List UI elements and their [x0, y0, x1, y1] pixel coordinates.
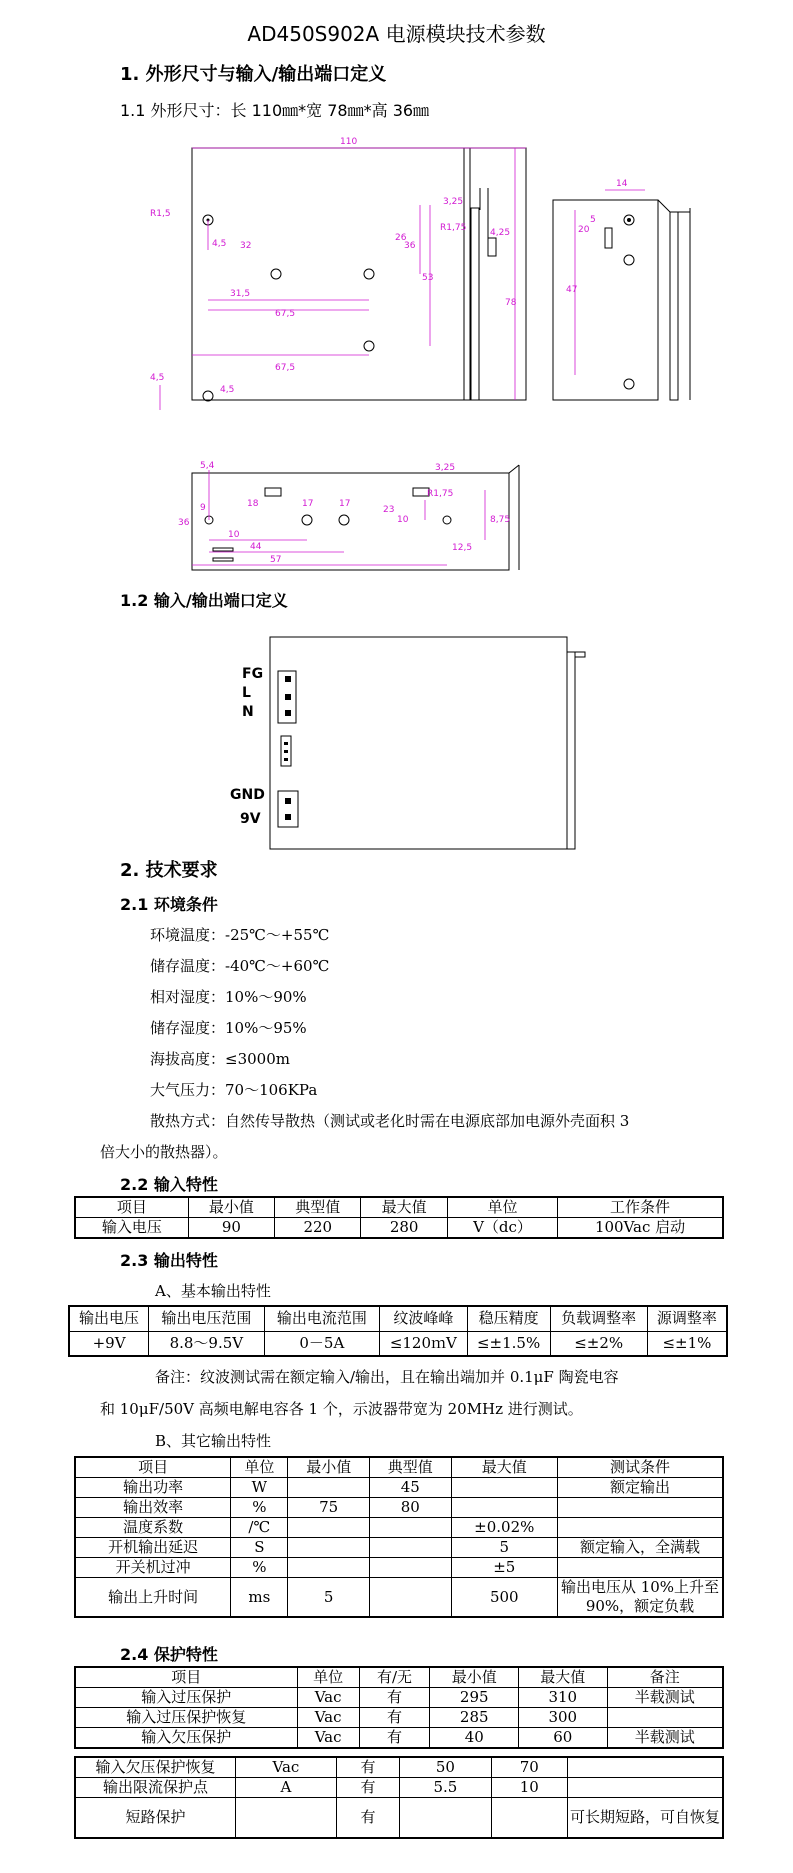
port-label-gnd: GND — [230, 787, 265, 803]
table-cell — [451, 1498, 557, 1518]
table-cell — [400, 1798, 491, 1838]
dim-b10: 10 — [228, 530, 240, 540]
env-line: 相对湿度：10%～90% — [150, 988, 307, 1006]
table-cell: 输入电压 — [75, 1218, 188, 1239]
env-line: 海拔高度：≤3000m — [150, 1050, 290, 1068]
port-label-l: L — [242, 685, 251, 701]
table-header-cell: 有/无 — [359, 1667, 430, 1688]
section-2-3-heading: 2.3 输出特性 — [120, 1251, 218, 1270]
table-header-cell: 最小值 — [288, 1457, 370, 1478]
section-2-heading: 2. 技术要求 — [120, 860, 218, 881]
dim-b9: 9 — [200, 503, 206, 513]
table-cell: 额定输出 — [558, 1478, 724, 1498]
table-row — [75, 1518, 723, 1538]
protection-table-2 — [74, 1756, 724, 1839]
table-cell — [288, 1558, 370, 1578]
table-cell — [568, 1757, 724, 1778]
table-header-cell: 最大值 — [519, 1667, 608, 1688]
dim-b325: 3,25 — [435, 463, 456, 473]
table-cell — [558, 1518, 724, 1538]
outline-drawing — [0, 0, 793, 900]
table-row — [75, 1457, 723, 1478]
table-header-cell: 典型值 — [369, 1457, 451, 1478]
table-cell: Vac — [297, 1728, 359, 1749]
dim-r175: R1,75 — [440, 223, 467, 233]
other-output-table — [74, 1456, 724, 1618]
table-cell: S — [231, 1538, 288, 1558]
dim-b36: 36 — [178, 518, 190, 528]
table-cell: 8.8～9.5V — [149, 1331, 264, 1356]
table-cell: ±5 — [451, 1558, 557, 1578]
table-cell: 310 — [519, 1688, 608, 1708]
table-cell: 285 — [430, 1708, 519, 1728]
dim-53: 53 — [422, 273, 434, 283]
table-cell — [568, 1778, 724, 1798]
table-row — [69, 1331, 727, 1356]
table-cell: Vac — [236, 1757, 337, 1778]
dim-26: 26 — [395, 233, 407, 243]
table-cell: A — [236, 1778, 337, 1798]
table-cell: 有 — [336, 1798, 399, 1838]
dim-425: 4,25 — [490, 228, 511, 238]
dim-b875: 8,75 — [490, 515, 511, 525]
table-cell: 可长期短路，可自恢复 — [568, 1798, 724, 1838]
dim-b23: 23 — [383, 505, 395, 515]
dim-47: 47 — [566, 285, 578, 295]
table-cell: 有 — [336, 1778, 399, 1798]
table-cell — [451, 1478, 557, 1498]
port-view-outline — [270, 637, 567, 849]
dim-675a: 67,5 — [275, 309, 296, 319]
protection-table-1 — [74, 1666, 724, 1749]
table-header-cell: 输出电压范围 — [149, 1306, 264, 1331]
port-label-fg: FG — [242, 666, 264, 682]
table-cell: 70 — [491, 1757, 567, 1778]
table-header-cell: 项目 — [75, 1197, 188, 1218]
dim-b125: 12,5 — [452, 543, 473, 553]
table-cell: 温度系数 — [75, 1518, 231, 1538]
table-cell: 有 — [359, 1728, 430, 1749]
table-cell: 90 — [188, 1218, 274, 1239]
table-cell — [558, 1498, 724, 1518]
table-row — [75, 1757, 723, 1778]
table-row — [75, 1498, 723, 1518]
table-cell — [558, 1558, 724, 1578]
table-row — [75, 1538, 723, 1558]
table-header-cell: 项目 — [75, 1667, 297, 1688]
table-cell: ms — [231, 1578, 288, 1618]
table-row — [75, 1478, 723, 1498]
table-cell: ≤±2% — [550, 1331, 647, 1356]
table-row — [75, 1708, 723, 1728]
table-cell: % — [231, 1498, 288, 1518]
table-header-cell: 纹波峰峰 — [380, 1306, 468, 1331]
page-title: AD450S902A 电源模块技术参数 — [247, 22, 546, 46]
dim-r15: R1,5 — [150, 209, 171, 219]
table-row — [75, 1218, 723, 1239]
env-line-cont: 倍大小的散热器）。 — [100, 1143, 228, 1161]
table-cell: 500 — [451, 1578, 557, 1618]
table-header-cell: 最小值 — [430, 1667, 519, 1688]
dim-b57: 57 — [270, 555, 282, 565]
dim-5: 5 — [590, 215, 596, 225]
table-header-cell: 项目 — [75, 1457, 231, 1478]
table-cell: 半载测试 — [607, 1688, 723, 1708]
table-cell: /℃ — [231, 1518, 288, 1538]
table-row — [75, 1688, 723, 1708]
dim-b18: 18 — [247, 499, 259, 509]
env-line: 环境温度：-25℃～+55℃ — [150, 926, 330, 944]
section-2-1-heading: 2.1 环境条件 — [120, 895, 218, 914]
table-row — [75, 1197, 723, 1218]
table-cell: 开关机过冲 — [75, 1558, 231, 1578]
table-cell: 300 — [519, 1708, 608, 1728]
table-cell: 80 — [369, 1498, 451, 1518]
table-header-cell: 最大值 — [451, 1457, 557, 1478]
dim-32: 32 — [240, 241, 252, 251]
table-cell: 45 — [369, 1478, 451, 1498]
env-line: 大气压力：70～106KPa — [150, 1081, 318, 1099]
table-header-cell: 单位 — [447, 1197, 557, 1218]
other-output-heading: B、其它输出特性 — [155, 1432, 272, 1450]
basic-output-table — [68, 1305, 728, 1357]
table-cell: 5 — [288, 1578, 370, 1618]
table-cell: 有 — [359, 1688, 430, 1708]
dim-325: 3,25 — [443, 197, 464, 207]
table-header-cell: 测试条件 — [558, 1457, 724, 1478]
table-cell: 100Vac 启动 — [558, 1218, 723, 1239]
table-cell: 输入过压保护恢复 — [75, 1708, 297, 1728]
ripple-note-1: 备注：纹波测试需在额定输入/输出，且在输出端加并 0.1μF 陶瓷电容 — [155, 1368, 619, 1386]
dim-b17a: 17 — [302, 499, 314, 509]
table-header-cell: 备注 — [607, 1667, 723, 1688]
table-row — [75, 1798, 723, 1838]
table-row — [75, 1728, 723, 1749]
table-cell: 5 — [451, 1538, 557, 1558]
table-cell: 开机输出延迟 — [75, 1538, 231, 1558]
input-table — [74, 1196, 724, 1239]
table-header-cell: 单位 — [231, 1457, 288, 1478]
port-label-9v: 9V — [240, 811, 261, 827]
env-line: 储存湿度：10%～95% — [150, 1019, 307, 1037]
table-cell: 5.5 — [400, 1778, 491, 1798]
table-cell: ≤±1.5% — [467, 1331, 550, 1356]
table-cell: +9V — [69, 1331, 149, 1356]
table-cell — [236, 1798, 337, 1838]
dim-b54: 5,4 — [200, 461, 215, 471]
dim-45c: 4,5 — [220, 385, 235, 395]
dim-b44: 44 — [250, 542, 262, 552]
table-cell: 输出功率 — [75, 1478, 231, 1498]
table-header-cell: 负载调整率 — [550, 1306, 647, 1331]
section-2-2-heading: 2.2 输入特性 — [120, 1175, 218, 1194]
basic-output-heading: A、基本输出特性 — [155, 1282, 271, 1300]
table-cell: 有 — [359, 1708, 430, 1728]
section-1-1-heading: 1.1 外形尺寸：长 110㎜*宽 78㎜*高 36㎜ — [120, 101, 430, 120]
env-line: 散热方式：自然传导散热（测试或老化时需在电源底部加电源外壳面积 3 — [150, 1112, 630, 1130]
table-cell — [369, 1578, 451, 1618]
table-cell: 75 — [288, 1498, 370, 1518]
table-cell: 输出电压从 10%上升至 90%，额定负载 — [558, 1578, 724, 1618]
table-cell: ≤±1% — [647, 1331, 727, 1356]
table-cell — [369, 1538, 451, 1558]
table-cell: 60 — [519, 1728, 608, 1749]
ripple-note-2: 和 10μF/50V 高频电解电容各 1 个，示波器带宽为 20MHz 进行测试。 — [100, 1400, 583, 1418]
table-cell — [288, 1478, 370, 1498]
dim-45b: 4,5 — [150, 373, 165, 383]
table-cell: 295 — [430, 1688, 519, 1708]
table-cell: 输出效率 — [75, 1498, 231, 1518]
table-header-cell: 稳压精度 — [467, 1306, 550, 1331]
table-cell — [288, 1538, 370, 1558]
table-header-cell: 最小值 — [188, 1197, 274, 1218]
table-cell — [369, 1558, 451, 1578]
table-cell: 40 — [430, 1728, 519, 1749]
table-cell — [288, 1518, 370, 1538]
table-cell: 输入过压保护 — [75, 1688, 297, 1708]
table-cell — [369, 1518, 451, 1538]
table-cell: 输出限流保护点 — [75, 1778, 236, 1798]
table-cell — [607, 1708, 723, 1728]
table-row — [69, 1306, 727, 1331]
output-terminal — [278, 791, 298, 827]
table-cell: 输入欠压保护恢复 — [75, 1757, 236, 1778]
table-header-cell: 单位 — [297, 1667, 359, 1688]
dim-315: 31,5 — [230, 289, 251, 299]
table-cell: 280 — [361, 1218, 447, 1239]
env-line: 储存温度：-40℃～+60℃ — [150, 957, 330, 975]
dim-675b: 67,5 — [275, 363, 296, 373]
table-cell: % — [231, 1558, 288, 1578]
dim-br175: R1,75 — [427, 489, 454, 499]
table-cell: Vac — [297, 1708, 359, 1728]
table-header-cell: 典型值 — [275, 1197, 361, 1218]
table-cell: 220 — [275, 1218, 361, 1239]
dim-20: 20 — [578, 225, 590, 235]
section-2-4-heading: 2.4 保护特性 — [120, 1645, 218, 1664]
table-row — [75, 1558, 723, 1578]
dim-14: 14 — [616, 179, 628, 189]
table-cell: 50 — [400, 1757, 491, 1778]
table-cell: 半载测试 — [607, 1728, 723, 1749]
table-cell: 0－5A — [264, 1331, 379, 1356]
table-row — [75, 1778, 723, 1798]
top-view-outline — [192, 148, 526, 400]
dim-36: 36 — [404, 241, 416, 251]
section-1-heading: 1. 外形尺寸与输入/输出端口定义 — [120, 64, 387, 85]
table-cell: 有 — [336, 1757, 399, 1778]
table-cell: ±0.02% — [451, 1518, 557, 1538]
table-header-cell: 输出电压 — [69, 1306, 149, 1331]
table-header-cell: 输出电流范围 — [264, 1306, 379, 1331]
table-cell: W — [231, 1478, 288, 1498]
dim-78: 78 — [505, 298, 517, 308]
table-row — [75, 1578, 723, 1618]
table-header-cell: 工作条件 — [558, 1197, 723, 1218]
table-cell: 输入欠压保护 — [75, 1728, 297, 1749]
table-cell: V（dc） — [447, 1218, 557, 1239]
table-cell: 10 — [491, 1778, 567, 1798]
table-header-cell: 最大值 — [361, 1197, 447, 1218]
port-label-n: N — [242, 704, 254, 720]
table-cell: 额定输入，全满载 — [558, 1538, 724, 1558]
dim-b10b: 10 — [397, 515, 409, 525]
table-cell: Vac — [297, 1688, 359, 1708]
table-header-cell: 源调整率 — [647, 1306, 727, 1331]
table-cell: 输出上升时间 — [75, 1578, 231, 1618]
section-1-2-heading: 1.2 输入/输出端口定义 — [120, 591, 288, 610]
table-cell: ≤120ｍV — [380, 1331, 468, 1356]
dim-45a: 4,5 — [212, 239, 227, 249]
dim-110: 110 — [340, 137, 358, 147]
table-cell: 短路保护 — [75, 1798, 236, 1838]
table-row — [75, 1667, 723, 1688]
dim-b17b: 17 — [339, 499, 351, 509]
table-cell — [491, 1798, 567, 1838]
